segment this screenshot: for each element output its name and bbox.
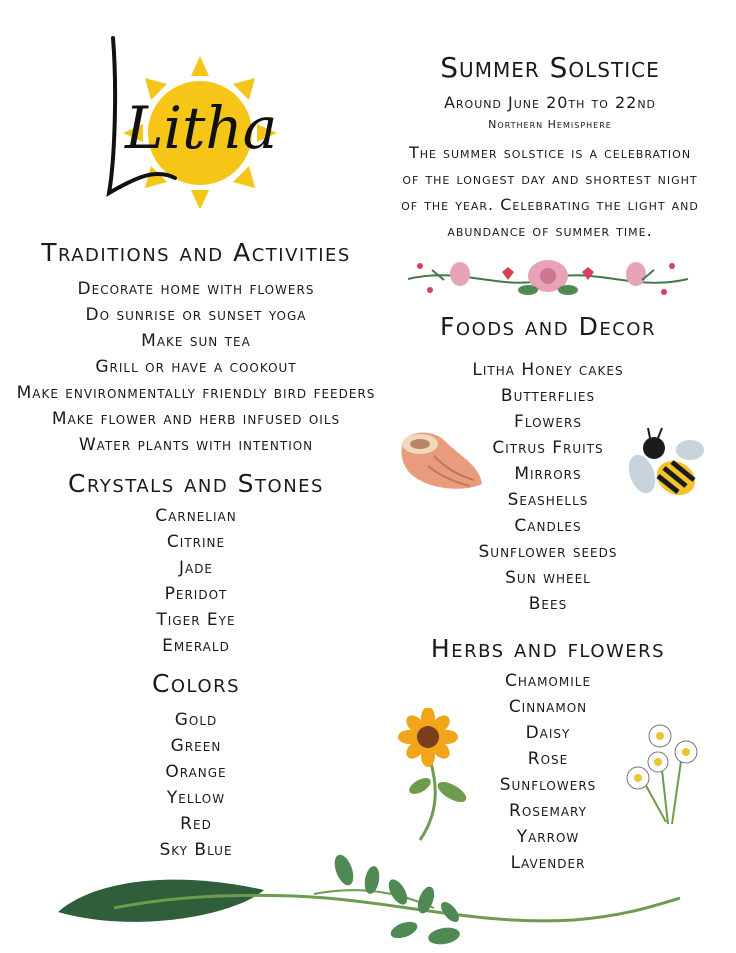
list-item: Grill or have a cookout [95, 357, 297, 377]
crystals-section [0, 467, 392, 659]
hemisphere-label: Northern Hemisphere [488, 118, 612, 131]
list-item: Cinnamon [508, 697, 588, 717]
leafy-vine-icon [54, 850, 684, 950]
list-item: Yellow [166, 788, 226, 808]
bottom-vine [54, 850, 684, 950]
colors-list [0, 707, 392, 863]
bee-icon [628, 424, 708, 504]
page-title: Summer Solstice [440, 51, 660, 84]
list-item: Water plants with intention [78, 435, 314, 455]
list-item: Sky Blue [159, 840, 233, 860]
list-item: Mirrors [514, 464, 582, 484]
list-item: Carnelian [155, 506, 237, 526]
traditions-list [0, 276, 392, 458]
list-item: Daisy [525, 723, 571, 743]
description-line: The summer solstice is a celebration [408, 143, 692, 162]
colors-title: Colors [151, 669, 241, 698]
list-item: Decorate home with flowers [77, 279, 315, 299]
colors-section [0, 667, 392, 863]
list-item: Candles [514, 516, 582, 536]
sunflower [392, 708, 482, 844]
list-item: Sun wheel [505, 568, 591, 588]
litha-logo [95, 28, 305, 208]
seashell [394, 426, 484, 496]
description [372, 140, 728, 244]
list-item: Butterflies [500, 386, 596, 406]
list-item: Orange [165, 762, 227, 782]
list-item: Lavender [510, 853, 586, 873]
list-item: Flowers [514, 412, 582, 432]
list-item: Yarrow [516, 827, 580, 847]
sunflower-icon [392, 708, 482, 844]
list-item: Red [180, 814, 212, 834]
list-item: Make environmentally friendly bird feeders [16, 383, 376, 403]
logo-text: Litha [125, 94, 278, 162]
list-item: Green [170, 736, 222, 756]
list-item: Citrus Fruits [492, 438, 604, 458]
bee [628, 424, 708, 504]
list-item: Sunflower seeds [478, 542, 618, 562]
seashell-icon [394, 426, 484, 496]
traditions-title: Traditions and Activities [41, 238, 351, 267]
sun-icon [95, 28, 305, 208]
rose-garland [402, 252, 694, 306]
foods-title: Foods and Decor [440, 312, 656, 341]
crystals-title: Crystals and Stones [68, 469, 324, 498]
date-range: Around June 20th to 22nd [443, 93, 657, 112]
list-item: Peridot [164, 584, 228, 604]
list-item: Bees [528, 594, 568, 614]
header [372, 48, 728, 244]
description-line: of the year. Celebrating the light and [401, 195, 699, 214]
list-item: Litha Honey cakes [472, 360, 624, 380]
description-line: abundance of summer time. [447, 221, 653, 240]
list-item: Rosemary [509, 801, 587, 821]
list-item: Make sun tea [141, 331, 251, 351]
traditions-section [0, 236, 392, 458]
list-item: Chamomile [504, 671, 592, 691]
list-item: Make flower and herb infused oils [51, 409, 341, 429]
list-item: Jade [178, 558, 214, 578]
daisies [620, 722, 706, 826]
daisy-icon [620, 722, 706, 826]
herbs-title: Herbs and flowers [430, 634, 666, 663]
list-item: Citrine [166, 532, 226, 552]
list-item: Emerald [162, 636, 230, 656]
list-item: Gold [174, 710, 218, 730]
description-line: of the longest day and shortest night [402, 169, 698, 188]
crystals-list [0, 503, 392, 659]
list-item: Rose [527, 749, 569, 769]
list-item: Sunflowers [499, 775, 597, 795]
list-item: Tiger Eye [156, 610, 236, 630]
list-item: Seashells [507, 490, 589, 510]
rose-garland-icon [402, 252, 694, 306]
list-item: Do sunrise or sunset yoga [85, 305, 307, 325]
